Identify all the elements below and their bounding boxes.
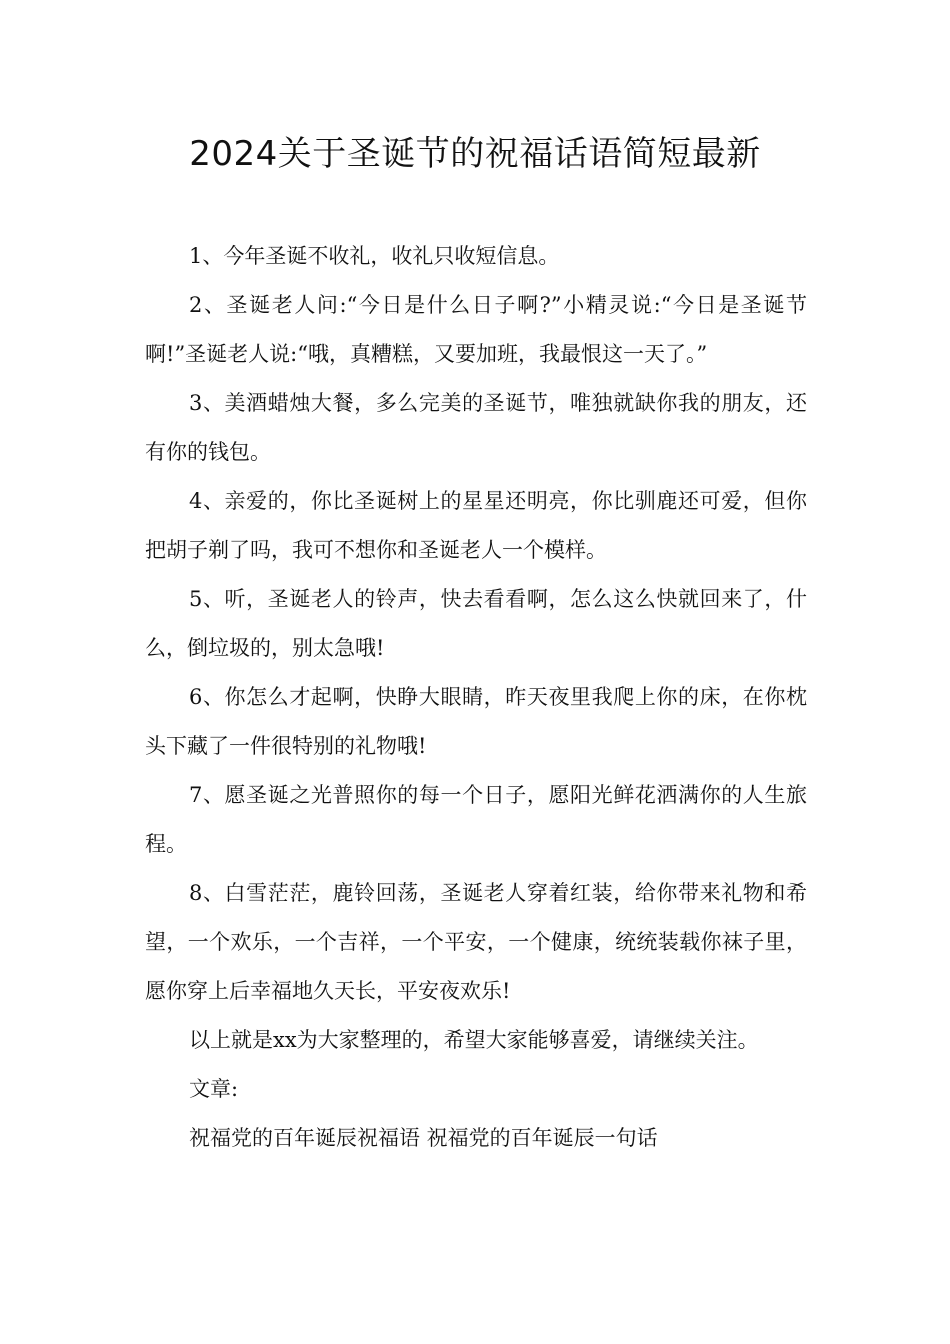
related-article-link[interactable]: 祝福党的百年诞辰祝福语 祝福党的百年诞辰一句话 xyxy=(189,1126,658,1150)
paragraph-6: 6、你怎么才起啊，快睁大眼睛，昨天夜里我爬上你的床，在你枕头下藏了一件很特别的礼物哦! xyxy=(145,685,807,758)
paragraph-8: 8、白雪茫茫，鹿铃回荡，圣诞老人穿着红装，给你带来礼物和希望，一个欢乐，一个吉祥，一个平安，一个健康，统统装载你袜子里，愿你穿上后幸福地久天长，平安夜欢乐! xyxy=(145,881,807,1003)
closing-note: 以上就是xx为大家整理的，希望大家能够喜爱，请继续关注。 xyxy=(189,1028,759,1052)
paragraph-4: 4、亲爱的，你比圣诞树上的星星还明亮，你比驯鹿还可爱，但你把胡子剃了吗，我可不想你和圣诞老人一个模样。 xyxy=(145,489,807,562)
paragraph-5: 5、听，圣诞老人的铃声，快去看看啊，怎么这么快就回来了，什么，倒垃圾的，别太急哦! xyxy=(145,587,807,660)
document-title: 2024关于圣诞节的祝福话语简短最新 xyxy=(189,134,761,174)
paragraph-2: 2、圣诞老人问:“今日是什么日子啊?”小精灵说:“今日是圣诞节啊!”圣诞老人说:“哦，真糟糕，又要加班，我最恨这一天了。” xyxy=(145,293,807,366)
article-label: 文章: xyxy=(189,1077,239,1101)
document-body xyxy=(145,232,807,1163)
paragraph-1: 1、今年圣诞不收礼，收礼只收短信息。 xyxy=(189,244,560,268)
paragraph-3: 3、美酒蜡烛大餐，多么完美的圣诞节，唯独就缺你我的朋友，还有你的钱包。 xyxy=(145,391,807,464)
paragraph-7: 7、愿圣诞之光普照你的每一个日子，愿阳光鲜花洒满你的人生旅程。 xyxy=(145,783,807,856)
